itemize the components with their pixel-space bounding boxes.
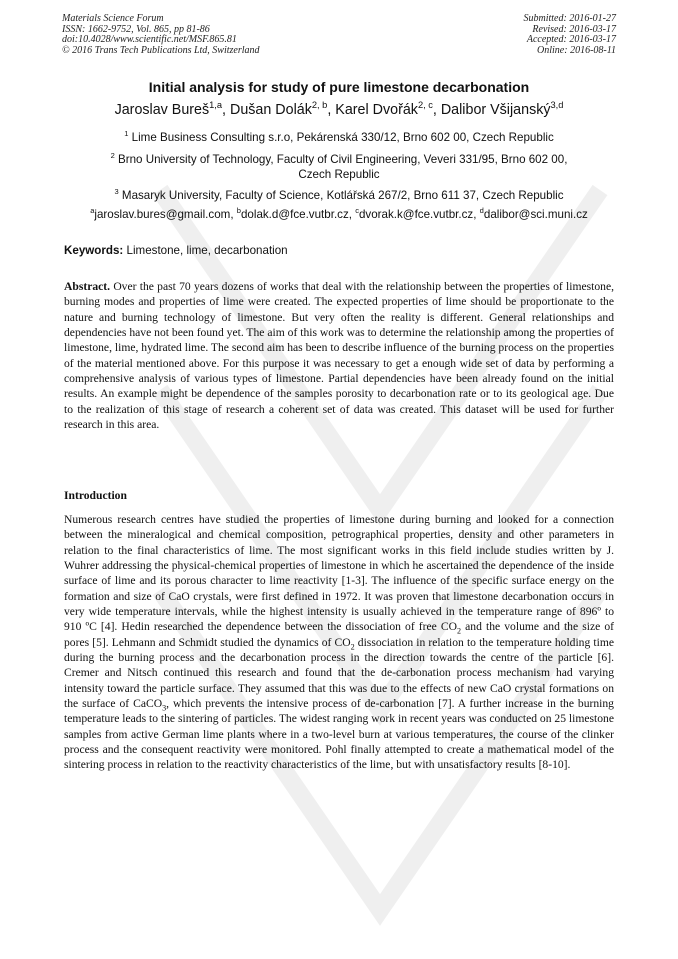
online-date: Online: 2016-08-11 [537,44,616,56]
journal-info [62,14,260,56]
author-list: Jaroslav Bureš$^{1,a}$, Dušan Dolák$^{2, b}$, Karel Dvořák$^{2, c}$, Dalibor Všijanský$^{3,d}$ [114,100,564,118]
affiliation-2 [70,152,608,182]
affiliation-1 [70,130,608,145]
intro-subscript: 3 [162,703,167,713]
intro-text: and the volume and the size of pores [5]. Lehmann and Schmidt studied the dynamics of CO [64,620,614,649]
affiliation-number: 2 [110,151,115,161]
abstract [64,279,614,432]
author-affil-mark: 2, b [311,100,328,111]
affiliation-text: Brno University of Technology, Faculty of Civil Engineering, Veveri 331/95, Brno 602 00, [118,153,568,166]
affiliation-text-cont: Czech Republic [298,168,380,181]
email-mark: b [236,206,241,216]
intro-text: Numerous research centres have studied the properties of limestone during burning and looked for a connection between the mineralogical and chemical composition, petrographical properties, density and other parameters in relation to the final characteristics of lime. The most significant works in this field include studies written by J. Wuhrer addressing the physical-chemical properties of limestone in which he ascertained the dependence of the inside surface of lime and its porous character to lime reactivity [1-3]. The influence of the specific surface energy on the formation and size of CaO crystals, were first defined in 1972. It was proven that limestone decarbonation occurs in very wide temperature intervals, while the highest intensity is usually achieved in the temperature range of 896º to 910 ºC [4]. Hedin researched the dependence between the dissociation of free CO [64,513,614,634]
section-heading-introduction: Introduction [64,489,127,502]
email-mark: a [90,206,95,216]
author-name: Jaroslav Bureš [114,102,210,118]
affiliation-number: 1 [124,129,129,139]
email-link[interactable]: dvorak.k@fce.vutbr.cz [358,208,474,221]
doi-line: doi:10.4028/www.scientific.net/MSF.865.81 [62,34,237,46]
abstract-text: Over the past 70 years dozens of works that deal with the relationship between the properties of limestone, burning modes and properties of lime were created. The expected properties of lime should be proportionate to the nature and burning technology of limestone. But very often the reality is different. General relationships and dependencies have not been found yet. The aim of this work was to determine the relationship among the properties of limestone, lime, hydrated lime. The second aim has been to describe influence of the burning process on the properties of the material mentioned above. For this purpose it was necessary to get a enough wide set of data by performing a comprehensive analysis of various types of limestone. Partial dependencies have been already found on the initial results. An example might be dependence of the samples porosity to decarbonation rate or to its geological age. Due to the realization of this stage of research a coherent set of data was created. This dataset will be used for further research in this area. [64,280,615,431]
journal-name: Materials Science Forum [62,13,164,24]
intro-text: dissociation in relation to the temperature holding time during the burning process and the decarbonation process in the direction towards the centre of the particle [6]. Cremer and Nitsch continued this research and found that the de-carbonation process mechanism had varying intensity toward the particle surface. They assumed that this was due to the effects of new CaO crystal formations on the surface of CaCO [64,635,614,710]
author-affil-mark: 1,a [209,100,223,111]
accepted-date: Accepted: 2016-03-17 [526,34,616,46]
email-link[interactable]: jaroslav.bures@gmail.com [94,208,231,221]
abstract-label: Abstract. [64,280,111,293]
copyright-line: © 2016 Trans Tech Publications Ltd, Switzerland [62,44,260,56]
author-emails: $^a$jaroslav.bures@gmail.com, $^b$dolak.d@fce.vutbr.cz, $^c$dvorak.k@fce.vutbr.cz, $^d$dalibor@sci.muni.cz [90,206,588,221]
affiliation-text: Lime Business Consulting s.r.o, Pekárenská 330/12, Brno 602 00, Czech Republic [131,131,554,144]
email-mark: c [355,206,359,216]
keywords [64,244,288,257]
keywords-text: Limestone, lime, decarbonation [126,244,288,257]
email-link[interactable]: dolak.d@fce.vutbr.cz [240,208,349,221]
affiliation-3 [70,188,608,203]
intro-text: , which prevents the intensive process of de-carbonation [7]. A further increase in the burning temperature leads to the sintering of particles. The widest ranging work in recent years was conducted on 25 limestone samples from active German lime plants where in a two-level burn at various temperatures, the course of the clinker process and the consequent reactivity were monitored. Pohl finally attempted to create a mathematical model of the sintering process in relation to the reactivity characteristics of the lime, but with unsatisfactory results [8-10]. [64,696,614,772]
issn-line: ISSN: 1662-9752, Vol. 865, pp 81-86 [62,23,210,35]
submitted-date: Submitted: 2016-01-27 [523,13,616,24]
author-affil-mark: 3,d [550,100,564,111]
email-link[interactable]: dalibor@sci.muni.cz [483,208,588,221]
author-name: Dušan Dolák [230,102,312,118]
intro-subscript: 2 [350,641,355,651]
affiliation-number: 3 [114,187,119,197]
author-name: Dalibor Všijanský [440,102,551,118]
dates-info [524,14,617,56]
introduction-body [64,512,614,773]
author-affil-mark: 2, c [417,100,433,111]
paper-title: Initial analysis for study of pure limestone decarbonation [148,79,530,95]
affiliation-text: Masaryk University, Faculty of Science, Kotlářská 267/2, Brno 611 37, Czech Republic [121,189,564,202]
email-mark: d [479,206,484,216]
revised-date: Revised: 2016-03-17 [532,23,616,35]
author-name: Karel Dvořák [335,102,418,118]
intro-subscript: 2 [457,626,462,636]
keywords-label: Keywords: [64,244,124,257]
